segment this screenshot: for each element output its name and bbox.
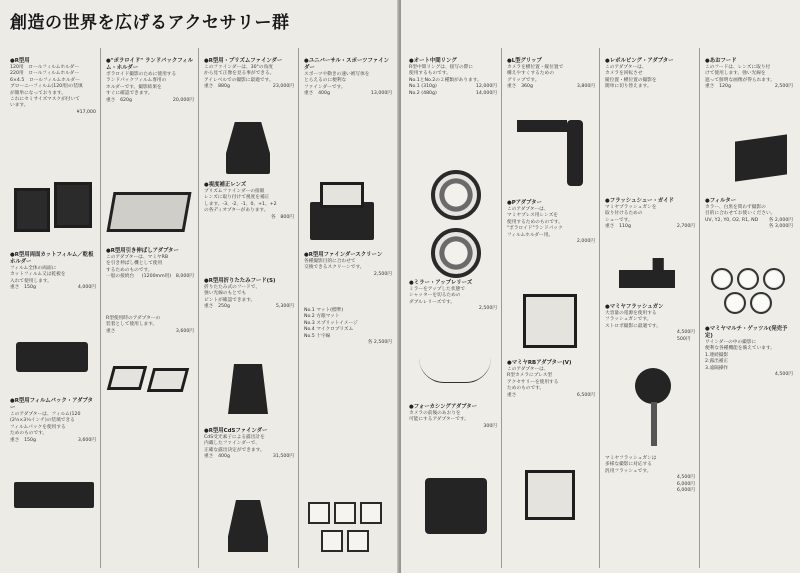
product-entry bbox=[106, 58, 194, 104]
product-entry bbox=[204, 428, 294, 461]
product-description: 折りたたみ式のフードで、 強い光線のもとでも ピントが確認できます。 bbox=[204, 285, 261, 303]
product-entry bbox=[106, 248, 194, 281]
product-heading: ●レボルビング・アダプター bbox=[605, 58, 674, 64]
product-weight: 重さ bbox=[106, 328, 116, 334]
product-heading: ●フラッシュシュー・ガイド bbox=[605, 198, 674, 204]
enlarger-adapter-photo bbox=[110, 362, 188, 394]
product-weight: 重さ 880g bbox=[204, 84, 230, 90]
product-weight: 重さ 120g bbox=[705, 84, 731, 90]
product-heading: ●マミヤRBアダプター(V) bbox=[507, 360, 572, 366]
product-heading: ●R型用CdSファインダー bbox=[204, 428, 268, 434]
product-entry bbox=[605, 456, 695, 494]
product-price: 2,500円 bbox=[373, 271, 392, 277]
column-divider bbox=[198, 48, 199, 568]
product-entry bbox=[705, 58, 793, 91]
product-description: フィルム全体の両面に カットフィルム又は乾板を 入れて使用します。 bbox=[10, 266, 66, 284]
prism-finder-photo bbox=[226, 122, 270, 174]
product-heading: ●あおフード bbox=[705, 58, 737, 64]
product-description: ポラロイド撮影のために使用する ランドパックフィルム専用の ホルダーです。撮影結果を すぐに確認できます。 bbox=[106, 72, 177, 97]
product-heading: ●R型用ファインダースクリーン bbox=[304, 252, 383, 258]
focusing-adapter-camera-photo bbox=[425, 478, 487, 534]
product-heading: ●R型用折りたたみフード(S) bbox=[204, 278, 276, 284]
focusing-screens-photo bbox=[308, 502, 388, 562]
product-price: 2,500円 bbox=[774, 84, 793, 90]
roll-film-holder-photo bbox=[14, 182, 94, 236]
product-heading: ●R型用フィルムパック・アダプター bbox=[10, 398, 93, 411]
double-release-photo bbox=[419, 358, 491, 383]
product-description: マミヤプラッシュガンを 取り付けるための シューです。 bbox=[605, 205, 657, 223]
product-heading: ●Pアダプター bbox=[507, 200, 542, 206]
folding-hood-photo bbox=[228, 364, 268, 414]
product-entry bbox=[10, 252, 96, 292]
product-entry bbox=[304, 58, 392, 98]
product-description: ワインダーの中の撮影に 便利な各種機能を備えています。 1.連続撮影 2.露出補正 3.遠隔操作 bbox=[705, 340, 775, 371]
product-description: R型使用時のアダプターの 装着として使用します。 bbox=[106, 316, 161, 328]
sheet-film-holder-photo bbox=[16, 342, 88, 372]
product-heading: ●ミラー・アップレリーズ bbox=[409, 280, 473, 286]
product-weight: 重さ 110g bbox=[605, 224, 631, 230]
product-description: このフードは、レンズに取り付 けて使用します。強い光線を 遮って鮮明な画像が得られます。 bbox=[705, 65, 775, 83]
product-price: ¥17,000 bbox=[76, 109, 96, 115]
product-description: このアダプターは、フィルム(120 (2¼×3¼インチ)の装填できる フィルムパックを使用する ためのものです。 bbox=[10, 412, 81, 437]
product-entry bbox=[409, 404, 497, 430]
product-heading: ●ユニバーサル・スポーツファインダー bbox=[304, 58, 389, 71]
column-divider bbox=[100, 48, 101, 568]
l-grip-photo bbox=[517, 120, 589, 190]
sports-finder-photo bbox=[310, 182, 380, 242]
product-price: 300円 bbox=[483, 423, 497, 429]
product-weight: 重さ 360g bbox=[507, 84, 533, 90]
column-divider bbox=[298, 48, 299, 568]
product-weight: 重さ 620g bbox=[106, 97, 132, 103]
product-price: 12,000円 14,000円 bbox=[475, 84, 497, 96]
product-entry bbox=[409, 58, 497, 97]
product-description: 大容量の電源を使用する フラッシュガンです。 ストロボ撮影に最適です。 bbox=[605, 311, 661, 329]
product-price: 各 2,500円 bbox=[367, 340, 392, 346]
product-entry bbox=[304, 308, 392, 346]
lens-hood-photo bbox=[735, 134, 787, 181]
product-price: 20,000円 bbox=[172, 97, 194, 103]
product-price: 4,500円 bbox=[774, 372, 793, 378]
product-description: このアダプターは、 マミヤプレス用レンズを 使用するためのものです。 "ポラロイド"ランドパック フィルムホルダー用。 bbox=[507, 207, 563, 238]
product-heading: ●視度補正レンズ bbox=[204, 182, 247, 188]
right-page bbox=[401, 0, 800, 573]
product-price: 2,000円 bbox=[576, 239, 595, 245]
product-weight: 重さ 150g bbox=[10, 285, 36, 291]
product-entry bbox=[705, 198, 793, 231]
product-heading: ●R型用・プリズムファインダー bbox=[204, 58, 283, 64]
product-entry bbox=[204, 278, 294, 311]
product-description: このアダプターは、 R型カメラにプレス型 アクセサリーを使用する ためのものです。 bbox=[507, 367, 559, 392]
product-entry bbox=[705, 326, 793, 378]
product-price: 4,000円 bbox=[77, 285, 96, 291]
product-price: 23,000円 bbox=[272, 84, 294, 90]
product-price: 5,300円 bbox=[275, 304, 294, 310]
product-price: 6,500円 bbox=[576, 392, 595, 398]
flash-gun-photo bbox=[615, 368, 685, 448]
product-heading: ●R型用 bbox=[10, 58, 30, 64]
product-heading: ●マミヤフラッシュガン bbox=[605, 304, 664, 310]
product-description: CdS受光素子による露出計を 内蔵したファインダーで、 正確な露出決定ができます。 bbox=[204, 435, 265, 453]
product-entry bbox=[10, 398, 96, 444]
product-weight: 重さ 400g bbox=[304, 91, 330, 97]
product-price: 3,800円 bbox=[576, 84, 595, 90]
product-description: 120用 ロールフィルムホルダー 220用 ロールフィルムホルダー 6×4.5 ロールフィルムホルダー ブローニーフィルム(120用)の装填 が簡単になっております。 これにセミサイズマスクが付いて います。 bbox=[10, 65, 83, 109]
product-entry bbox=[106, 316, 194, 335]
product-entry bbox=[507, 58, 595, 91]
product-description: R型中間リングは、接写の際に 使用するものです。 No.1とNo.2の２種類があります。 bbox=[409, 65, 482, 83]
product-description: プリズムファインダーの接眼 レンズに取り付けて視度を補正 します。-3、-2、-1、0、+1、+2 の各ディオプターがあります。 bbox=[204, 189, 277, 214]
product-price: 31,500円 bbox=[272, 454, 294, 460]
product-entry bbox=[409, 280, 497, 313]
product-entry bbox=[605, 198, 695, 231]
product-price: 各 2,000円 各 3,000円 bbox=[768, 217, 793, 230]
product-weight: 重さ bbox=[507, 392, 517, 398]
product-price: 各 800円 bbox=[270, 214, 294, 220]
product-price: 4,500円 500円 bbox=[676, 330, 695, 342]
product-entry bbox=[304, 252, 392, 278]
product-weight: 重さ 400g bbox=[204, 454, 230, 460]
product-entry bbox=[605, 58, 695, 91]
product-weight: 一般の接続台 bbox=[106, 274, 135, 280]
product-description: このアダプターは、マミヤRB を引き伸ばし機として使用 するためのものです。 bbox=[106, 255, 169, 273]
column-divider bbox=[699, 48, 700, 568]
product-heading: ●"ポラロイド" ランドパックフィルム・ホルダー bbox=[106, 58, 193, 71]
product-description: ミラーをアップした状態で シャッターを切るための ダブルレリーズです。 bbox=[409, 287, 465, 305]
film-pack-adapter-photo bbox=[14, 482, 94, 508]
product-price: 3,600円 bbox=[77, 437, 96, 443]
product-description: スポーツや動きの速い被写体を とらえるのに便利な ファインダーです。 bbox=[304, 72, 370, 90]
product-description: 各種撮影目的に合わせて 交換できるスクリーンです。 bbox=[304, 259, 365, 271]
product-description: このアダプターは、 カメラを回転させ 縦位置・横位置の撮影を 簡単に切り替えます。 bbox=[605, 65, 657, 90]
product-price: 3,600円 bbox=[175, 328, 194, 334]
product-description: マミヤフラッシュガンは 多様な撮影に対応する 汎用フラッシュです。 bbox=[605, 456, 657, 474]
product-weight: 重さ 250g bbox=[204, 304, 230, 310]
rb-adapter-photo bbox=[525, 470, 575, 520]
product-description: カラー、白黒を問わず撮影の 目的に合わせてお使いください。 bbox=[705, 205, 776, 217]
product-heading: ●R型用引き伸ばしアダプター bbox=[106, 248, 179, 254]
product-weight: No.1 (310g) No.2 (480g) bbox=[409, 84, 437, 96]
product-description: No.1 マット(標準) No.2 方眼マット No.3 スプリットイメージ No.4 マイクロプリズム No.5 十字線 bbox=[304, 308, 358, 339]
product-description: カメラを横位置・縦位置で 構えやすくするための グリップです。 bbox=[507, 65, 564, 83]
flash-shoe-photo bbox=[619, 258, 675, 288]
column-divider bbox=[501, 48, 502, 568]
product-entry bbox=[204, 58, 294, 91]
product-entry bbox=[605, 304, 695, 343]
product-entry bbox=[204, 182, 294, 221]
product-entry bbox=[10, 58, 96, 116]
product-heading: ●L型グリップ bbox=[507, 58, 542, 64]
product-price: 2,700円 bbox=[676, 224, 695, 230]
product-price: 4,500円 6,000円 6,000円 bbox=[676, 475, 695, 494]
p-adapter-photo bbox=[523, 294, 577, 348]
product-heading: ●R型用両面カットフィルム／乾板ホルダー bbox=[10, 252, 94, 265]
product-description: カメラの前後のあおりを 可能にするアダプターです。 bbox=[409, 411, 469, 423]
product-heading: ●フォーカシングアダプター bbox=[409, 404, 478, 410]
column-divider bbox=[599, 48, 600, 568]
product-description: このファインダーは、30°の角度 から見て正像を見る事ができる。 アイレベルでの撮影に最適です。 bbox=[204, 65, 275, 83]
cds-finder-photo bbox=[228, 500, 268, 552]
product-heading: ●フィルター bbox=[705, 198, 737, 204]
product-heading: ●オート中間リング bbox=[409, 58, 457, 64]
product-price: 13,000円 bbox=[370, 91, 392, 97]
filters-photo bbox=[711, 268, 791, 314]
product-weight: 重さ 150g bbox=[10, 437, 36, 443]
product-price: (1200mm用) 8,000円 bbox=[141, 274, 194, 280]
product-entry bbox=[507, 200, 595, 245]
polaroid-back-photo bbox=[106, 192, 191, 232]
product-entry bbox=[507, 360, 595, 399]
product-heading: ●マミヤマルチ・ゲッツル(発売予定) bbox=[705, 326, 788, 339]
page-title: 創造の世界を広げるアクセサリー群 bbox=[10, 13, 290, 33]
product-weight: UV, Y2, Y0, O2, R1, ND bbox=[705, 217, 759, 223]
product-price: 2,500円 bbox=[478, 306, 497, 312]
extension-tubes-photo bbox=[429, 170, 485, 290]
